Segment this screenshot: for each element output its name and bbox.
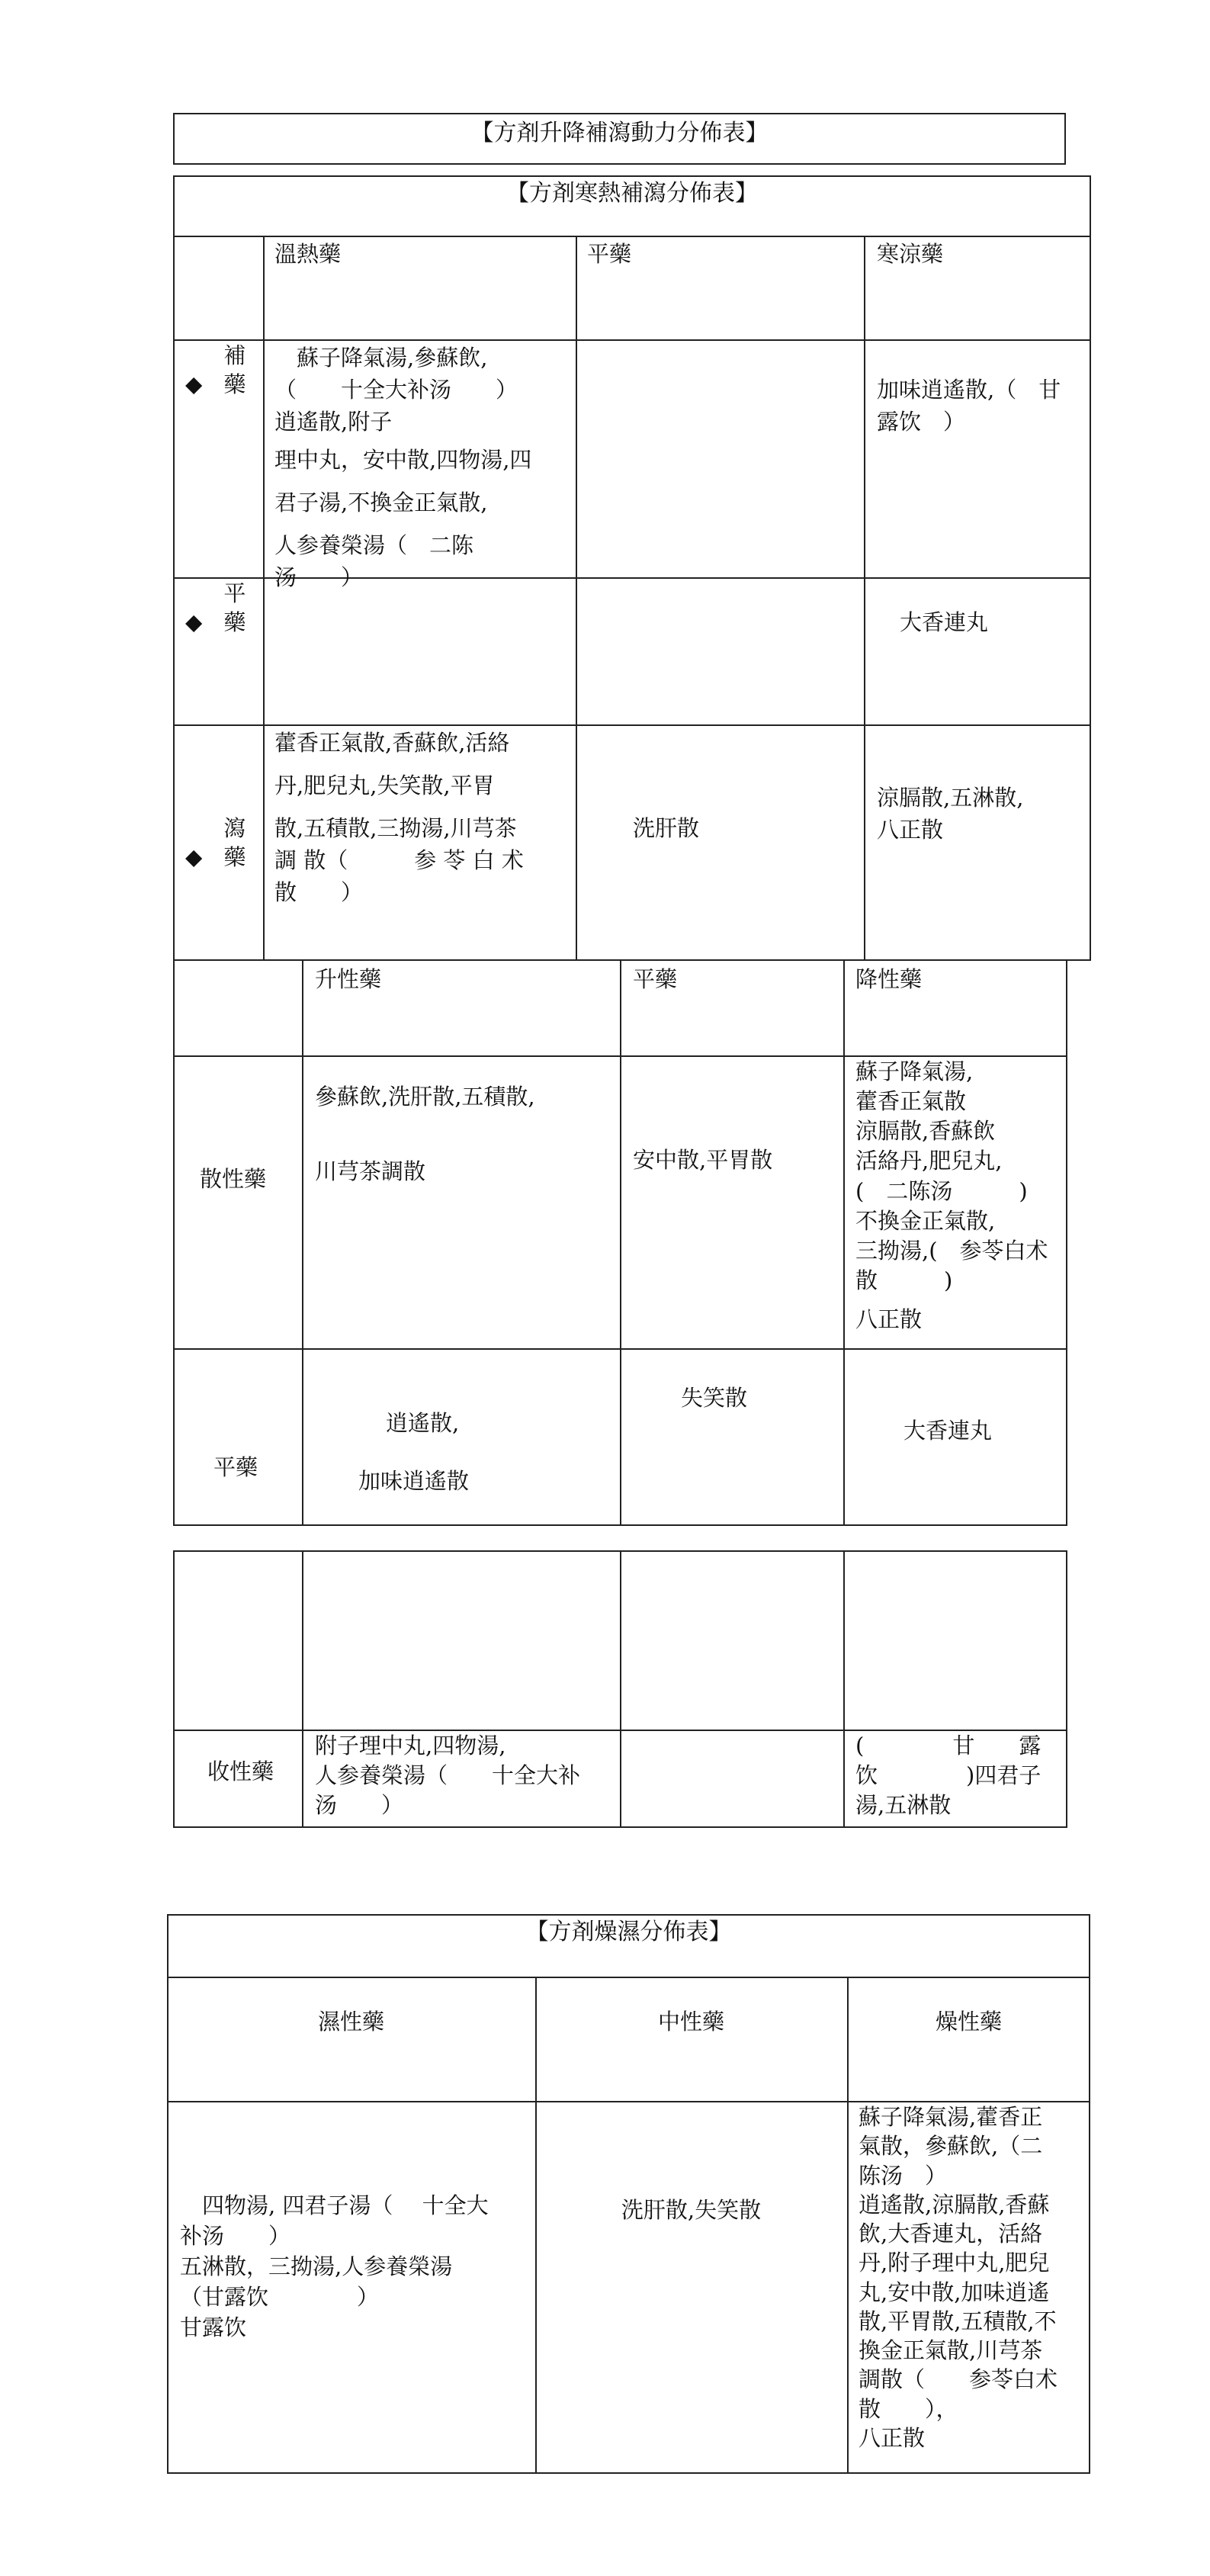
table2-row-label-tonify [185,342,254,400]
diamond-icon: ◆ [185,609,203,635]
cell-line: 丸,安中散,加味逍遙 [859,2279,1050,2305]
table3-r1-up [315,1081,535,1187]
cell-line: 不換金正氣散, [855,1207,996,1234]
cell-line: 飲,大香連丸，活絡 [859,2221,1043,2247]
table3-line [620,961,621,1526]
table5-header-neutral: 中性藥 [657,2009,724,2035]
cell-line: 氣散，參蘇飲,（二 [859,2133,1043,2160]
table5-line [847,1977,849,2474]
cell-line: ( 二陈汤 ) [855,1177,1028,1204]
table5-dry-cell [859,2102,1058,2452]
cell-line: 丹,附子理中丸,肥兒 [859,2250,1050,2276]
table5-title: 【方剤燥濕分佈表】 [525,1919,732,1945]
table3-line [1066,961,1067,1526]
table3-row-label-disperse: 散性藥 [200,1166,267,1192]
table3-line [302,961,303,1526]
table2-header-warm: 溫熱藥 [274,241,342,267]
table4-row-label-astringe: 收性藥 [207,1759,274,1784]
cell-line: 附子理中丸,四物湯, [315,1733,506,1759]
cell-line: 君子湯,不換金正氣散, [274,490,488,516]
table2-line [576,236,577,961]
cell-line: 散 ）， [859,2395,958,2422]
cell-line: 露饮 ） [877,409,966,435]
table2-r1-warm [274,342,531,593]
cell-line: 換金正氣散,川芎茶 [859,2337,1043,2364]
cell-line: 饮 )四君子 [855,1762,1041,1789]
table3-r1-neutral: 安中散,平胃散 [633,1147,773,1173]
cell-line: 逍遙散, [386,1410,460,1436]
row-label-text: 補 藥 [223,342,246,397]
cell-line: 八正散 [877,817,944,843]
cell-line: 逍遙散,涼膈散,香蘇 [859,2191,1050,2218]
cell-line: 調 散（ 参 苓 白 术 [274,847,524,874]
cell-line: 八正散 [859,2424,926,2451]
table2-row-label-purge [185,814,254,873]
cell-line: ( 甘 露 [855,1733,1041,1759]
cell-line: （甘露饮 ） [180,2284,380,2311]
row-label-text: 瀉 藥 [223,815,246,870]
cell-line: 四物湯, 四君子湯（ 十全大 [180,2192,489,2218]
cell-line: 蘇子降氣湯,藿香正 [859,2104,1043,2130]
cell-line: 加味逍遙散 [358,1468,470,1495]
table3-line [843,961,845,1526]
cell-line: 理中丸，安中散,四物湯,四 [274,447,532,474]
cell-line: 散 ） [274,879,364,906]
table2-r3-cold [877,782,1023,846]
cell-line: 藿香正氣散 [855,1088,967,1115]
table3-header-down: 降性藥 [855,966,923,992]
cell-line: 涼膈散,香蘇飲 [855,1118,996,1145]
cell-line: 湯,五淋散 [855,1792,952,1819]
table2-r3-neutral: 洗肝散 [633,815,700,841]
diamond-icon: ◆ [185,371,203,397]
table3-r2-down: 大香連丸 [903,1418,993,1444]
table4-r1-up [315,1731,580,1820]
row-label-text: 平 藥 [223,580,246,635]
cell-line: 散 ) [855,1267,953,1293]
table3-r2-up [358,1407,469,1497]
table5-line [167,1977,1090,1978]
table2-r2-cold: 大香連丸 [900,609,989,635]
table3-row-label-neutral: 平藥 [213,1454,258,1480]
table3-line [173,1348,1067,1350]
table2-r3-warm [274,727,524,908]
table5-neutral-cell: 洗肝散,失笑散 [621,2197,762,2223]
table2-r1-cold [877,374,1061,438]
cell-line: 人参養榮湯（ 二陈 [274,532,474,559]
cell-line: 活絡丹,肥兒丸, [855,1148,1003,1174]
cell-line: 散,平胃散,五積散,不 [859,2308,1057,2334]
cell-line: 參蘇飲,洗肝散,五積散, [315,1084,535,1110]
table2-line [864,236,865,961]
cell-line: 三拗湯,( 参苓白术 [855,1237,1048,1264]
table4-line [620,1550,621,1828]
cell-line: 甘露饮 [180,2314,247,2341]
cell-line: 汤 ） [315,1792,404,1819]
table2-line [263,236,265,961]
cell-line: 补汤 ） [180,2223,291,2250]
cell-line: 蘇子降氣湯, [855,1058,974,1084]
table4-line [843,1550,845,1828]
cell-line: 陈汤 ） [859,2162,948,2189]
cell-line: （ 十全大补汤 ） [274,377,518,403]
table2-line [173,724,1091,726]
table2-line [173,236,1091,237]
cell-line: 加味逍遙散,（ 甘 [877,377,1061,403]
cell-line: 汤 ） [274,564,364,591]
table3-r1-down [855,1057,1048,1335]
table3-line [173,961,175,1526]
cell-line: 藿香正氣散,香蘇飲,活絡 [274,730,510,756]
cell-line: 散,五積散,三拗湯,川芎茶 [274,815,517,842]
table3-header-neutral: 平藥 [633,966,678,992]
table5-wet-cell [180,2190,489,2343]
table1-title: 【方剤升降補瀉動力分佈表】 [470,120,769,146]
table2-line [173,339,1091,341]
table3-r2-neutral: 失笑散 [681,1385,748,1411]
cell-line: 八正散 [855,1306,923,1333]
table2-row-label-neutral [185,580,254,638]
table5-header-dry: 燥性藥 [935,2009,1002,2035]
diamond-icon: ◆ [185,843,203,870]
cell-line: 逍遙散,附子 [274,409,393,435]
table4-r1-down [855,1731,1041,1820]
table5-header-wet: 濕性藥 [317,2009,384,2035]
cell-line: 丹,肥兒丸,失笑散,平胃 [274,772,495,799]
table3-header-up: 升性藥 [315,966,382,992]
table2-header-cold: 寒涼藥 [877,241,944,267]
table2-header-neutral: 平藥 [587,241,632,267]
table2-title: 【方剤寒熱補瀉分佈表】 [506,180,758,207]
table4-line [302,1550,303,1828]
cell-line: 人参養榮湯（ 十全大补 [315,1762,581,1789]
cell-line: 蘇子降氣湯,參蘇飲, [274,345,488,371]
cell-line: 調散（ 参苓白术 [859,2366,1058,2393]
cell-line: 五淋散，三拗湯,人参養榮湯 [180,2253,453,2280]
cell-line: 川芎茶調散 [315,1158,426,1185]
cell-line: 涼膈散,五淋散, [877,785,1024,811]
